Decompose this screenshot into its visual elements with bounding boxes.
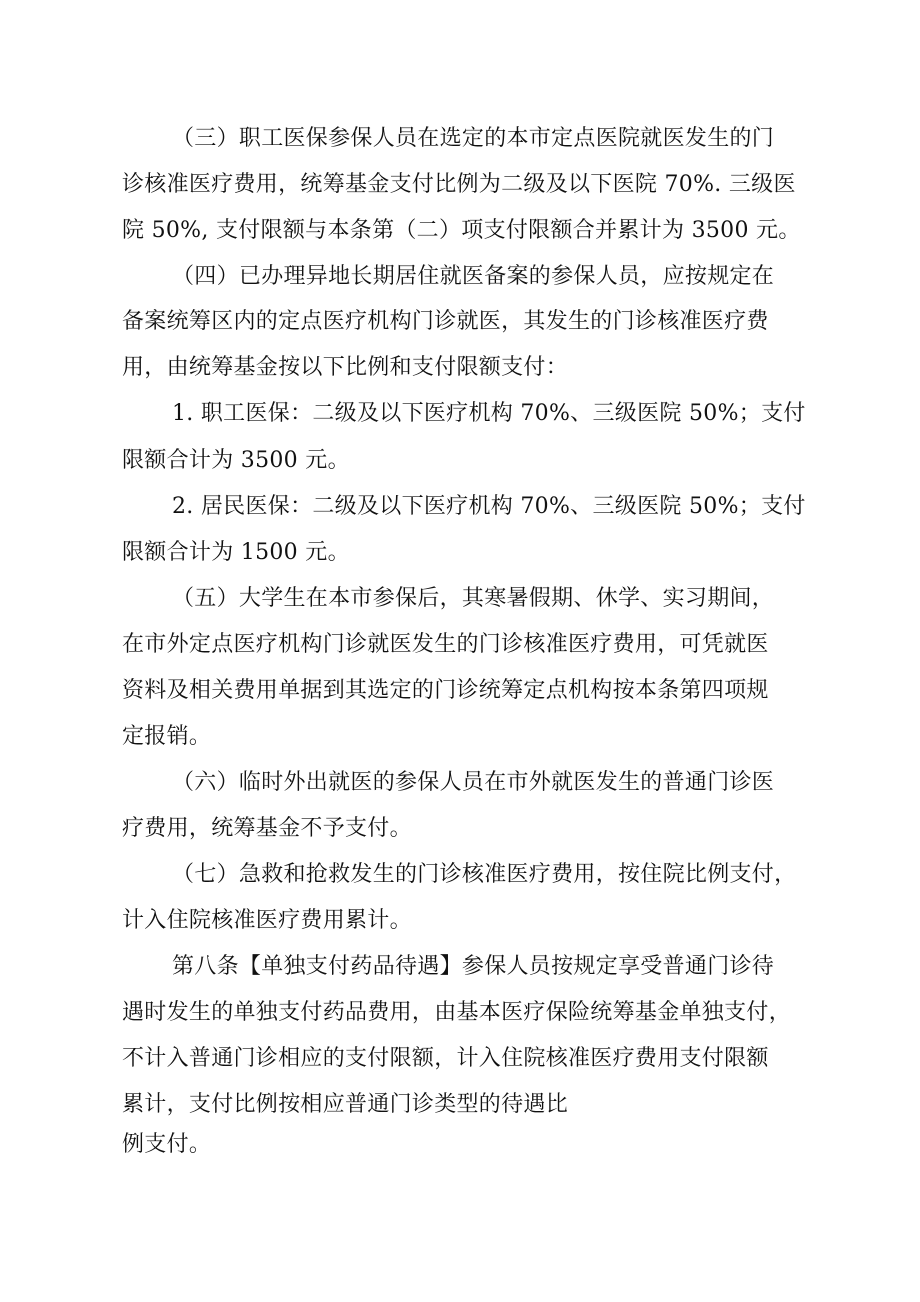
article-8-line-1: 第八条【单独支付药品待遇】参保人员按规定享受普通门诊待 — [172, 954, 775, 979]
article-8-line-3: 不计入普通门诊相应的支付限额，计入住院核准医疗费用支付限额 — [122, 1046, 769, 1071]
paragraph-3-line-3: 院 50%, 支付限额与本条第（二）项支付限额合并累计为 3500 元。 — [122, 218, 801, 243]
paragraph-3-line-1: （三）职工医保参保人员在选定的本市定点医院就医发生的门 — [172, 126, 775, 151]
article-8-line-5: 例支付。 — [122, 1132, 212, 1157]
article-8-line-4: 累计，支付比例按相应普通门诊类型的待遇比 — [122, 1092, 569, 1117]
item-1-line-2: 限额合计为 3500 元。 — [122, 448, 350, 473]
paragraph-6-line-1: （六）临时外出就医的参保人员在市外就医发生的普通门诊医 — [172, 770, 775, 795]
paragraph-4-line-1: （四）已办理异地长期居住就医备案的参保人员，应按规定在 — [172, 264, 775, 289]
item-1-line-1: 1. 职工医保：二级及以下医疗机构 70%、三级医院 50%；支付 — [172, 401, 806, 426]
paragraph-6-line-2: 疗费用，统筹基金不予支付。 — [122, 816, 412, 841]
item-2-line-2: 限额合计为 1500 元。 — [122, 540, 350, 565]
item-2-line-1: 2. 居民医保：二级及以下医疗机构 70%、三级医院 50%；支付 — [172, 494, 806, 519]
paragraph-4-line-2: 备案统筹区内的定点医疗机构门诊就医，其发生的门诊核准医疗费 — [122, 309, 769, 334]
paragraph-3-line-2: 诊核准医疗费用，统筹基金支付比例为二级及以下医院 70%. 三级医 — [122, 172, 796, 197]
paragraph-7-line-1: （七）急救和抢救发生的门诊核准医疗费用，按住院比例支付， — [172, 862, 797, 887]
paragraph-5-line-4: 定报销。 — [122, 724, 212, 749]
article-8-line-2: 遇时发生的单独支付药品费用，由基本医疗保险统筹基金单独支付， — [122, 1000, 792, 1025]
paragraph-7-line-2: 计入住院核准医疗费用累计。 — [122, 908, 412, 933]
paragraph-5-line-3: 资料及相关费用单据到其选定的门诊统筹定点机构按本条第四项规 — [122, 678, 769, 703]
paragraph-5-line-1: （五）大学生在本市参保后，其寒暑假期、休学、实习期间， — [172, 586, 775, 611]
paragraph-4-line-3: 用，由统筹基金按以下比例和支付限额支付： — [122, 355, 569, 380]
paragraph-5-line-2: 在市外定点医疗机构门诊就医发生的门诊核准医疗费用，可凭就医 — [122, 632, 769, 657]
